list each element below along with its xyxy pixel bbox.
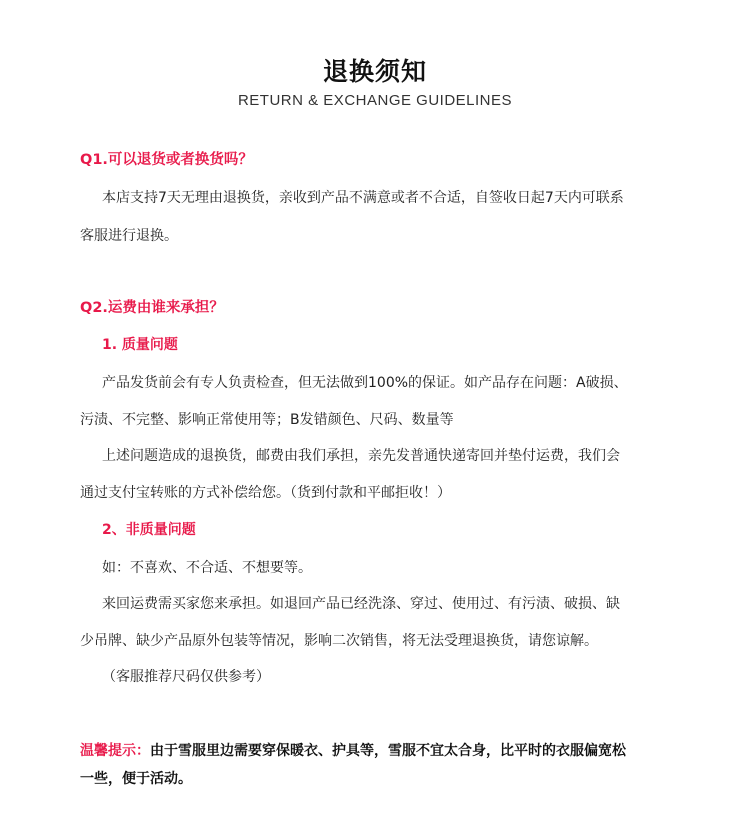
page-subtitle: RETURN & EXCHANGE GUIDELINES	[237, 92, 513, 109]
quality-issue-line-3: 上述问题造成的退换货，邮费由我们承担，亲先发普通快递寄回并垫付运费，我们会	[102, 448, 620, 464]
non-quality-issue-line-3: 少吊牌、缺少产品原外包装等情况，影响二次销售，将无法受理退换货，请您谅解。	[80, 633, 598, 649]
non-quality-issue-heading: 2、非质量问题	[102, 522, 196, 538]
page-title: 退换须知	[322, 57, 427, 86]
non-quality-issue-line-2: 来回运费需买家您来承担。如退回产品已经洗涤、穿过、使用过、有污渍、破损、缺	[102, 596, 620, 612]
q1-answer-line-2: 客服进行退换。	[80, 228, 178, 244]
warm-tip-label: 温馨提示：	[80, 743, 150, 759]
warm-tip-line-1	[80, 741, 680, 761]
non-quality-issue-line-1: 如：不喜欢、不合适、不想要等。	[102, 560, 312, 576]
q1-question: Q1.可以退货或者换货吗？	[80, 152, 253, 168]
quality-issue-line-2: 污渍、不完整、影响正常使用等；B发错颜色、尺码、数量等	[80, 412, 454, 428]
quality-issue-line-1: 产品发货前会有专人负责检查，但无法做到100%的保证。如产品存在问题：A破损、	[102, 375, 628, 391]
q2-question: Q2.运费由谁来承担？	[80, 300, 224, 316]
non-quality-issue-line-4: （客服推荐尺码仅供参考）	[102, 669, 270, 685]
quality-issue-line-4: 通过支付宝转账的方式补偿给您。（货到付款和平邮拒收！）	[80, 485, 451, 501]
q1-answer-line-1: 本店支持7天无理由退换货，亲收到产品不满意或者不合适，自签收日起7天内可联系	[102, 190, 624, 206]
warm-tip-text: 由于雪服里边需要穿保暖衣、护具等，雪服不宜太合身，比平时的衣服偏宽松	[150, 743, 626, 759]
quality-issue-heading: 1. 质量问题	[102, 337, 178, 353]
warm-tip-line-2: 一些，便于活动。	[80, 771, 192, 787]
